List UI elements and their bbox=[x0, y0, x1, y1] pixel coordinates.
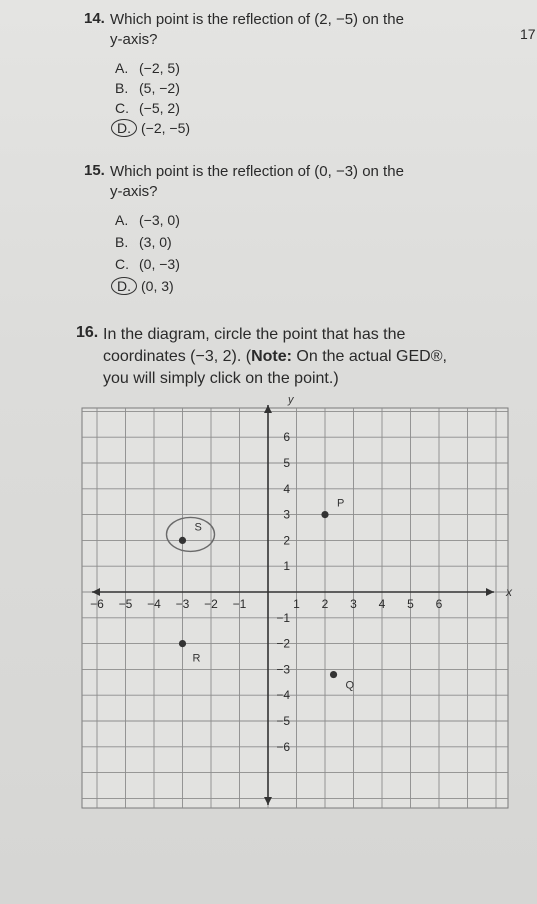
q14-text-line2: y-axis? bbox=[110, 31, 158, 48]
y-tick-label: −6 bbox=[276, 739, 290, 754]
x-tick-label: 6 bbox=[435, 597, 443, 611]
point-r-label: R bbox=[192, 652, 201, 665]
x-tick-label: 2 bbox=[321, 597, 329, 611]
point-s-label: S bbox=[194, 521, 202, 534]
point-p-label: P bbox=[337, 497, 345, 510]
x-tick-label: −6 bbox=[90, 597, 104, 611]
x-tick-label: 3 bbox=[350, 597, 357, 611]
q15-number: 15. bbox=[84, 162, 105, 179]
point-r bbox=[179, 640, 186, 647]
q14-option-c[interactable]: C. (−5, 2) bbox=[115, 100, 180, 116]
point-p bbox=[321, 511, 328, 518]
y-tick-label: 5 bbox=[283, 456, 290, 470]
q14-text-line1: Which point is the reflection of (2, −5) on the bbox=[110, 11, 404, 28]
x-tick-label: −3 bbox=[175, 597, 190, 611]
y-axis-label: y bbox=[288, 395, 294, 406]
q15-circled-answer: D. bbox=[111, 277, 137, 295]
x-tick-label: 4 bbox=[378, 597, 386, 611]
y-tick-label: 1 bbox=[283, 559, 290, 574]
q16-text-line1: In the diagram, circle the point that has the bbox=[103, 326, 406, 343]
q16-text-line2: coordinates (−3, 2). (Note: On the actual GED®, bbox=[103, 348, 447, 365]
q14-number: 14. bbox=[84, 10, 105, 27]
y-tick-label: 4 bbox=[283, 481, 290, 496]
q14-option-a[interactable]: A. (−2, 5) bbox=[115, 60, 180, 76]
y-tick-label: −5 bbox=[276, 714, 290, 728]
y-tick-label: 6 bbox=[283, 430, 290, 445]
x-tick-label: −4 bbox=[147, 597, 161, 611]
y-tick-label: −3 bbox=[276, 662, 290, 677]
x-tick-label: 5 bbox=[407, 597, 414, 611]
q15-text-line2: y-axis? bbox=[110, 183, 158, 200]
y-tick-label: −4 bbox=[276, 688, 290, 703]
q14-option-d[interactable]: D. (−2, −5) bbox=[115, 118, 190, 138]
q14-option-b[interactable]: B. (5, −2) bbox=[115, 80, 180, 96]
q15-option-c[interactable]: C. (0, −3) bbox=[115, 256, 180, 272]
x-tick-label: −1 bbox=[232, 597, 247, 611]
point-s bbox=[179, 537, 186, 544]
page-side-number: 17 bbox=[520, 26, 536, 42]
y-tick-label: −2 bbox=[276, 636, 290, 651]
q15-option-b[interactable]: B. (3, 0) bbox=[115, 234, 172, 250]
q15-option-d[interactable]: D. (0, 3) bbox=[115, 276, 174, 296]
x-tick-label: 1 bbox=[293, 597, 300, 611]
coordinate-grid[interactable] bbox=[0, 395, 537, 815]
q16-text-line3: you will simply click on the point.) bbox=[103, 370, 339, 387]
y-tick-label: 2 bbox=[283, 533, 290, 548]
x-axis-label: x bbox=[506, 585, 512, 599]
y-tick-label: 3 bbox=[283, 507, 290, 522]
x-tick-label: −2 bbox=[204, 597, 218, 611]
x-tick-label: −5 bbox=[118, 597, 133, 611]
point-q-label: Q bbox=[345, 679, 355, 692]
y-tick-label: −1 bbox=[276, 610, 290, 625]
point-q bbox=[330, 671, 337, 678]
q15-text-line1: Which point is the reflection of (0, −3) on the bbox=[110, 163, 404, 180]
q14-circled-answer: D. bbox=[111, 119, 137, 137]
q16-number: 16. bbox=[76, 324, 99, 341]
q15-option-a[interactable]: A. (−3, 0) bbox=[115, 212, 180, 228]
